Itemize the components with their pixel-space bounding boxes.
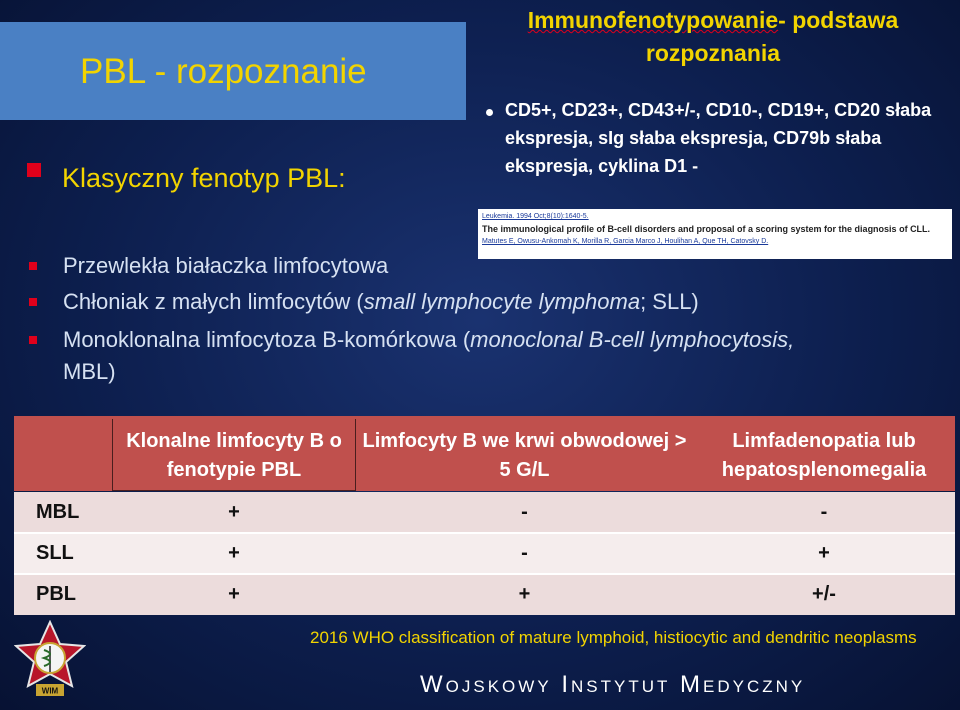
table-cell: + — [228, 501, 240, 523]
table-header-label: Klonalne limfocyty B o fenotypie PBL — [126, 430, 342, 481]
table-cell: MBL — [36, 501, 80, 523]
table-cell: PBL — [36, 583, 76, 605]
list-item-text-start: Chłoniak z małych limfocytów ( — [63, 289, 364, 314]
square-bullet-icon — [27, 163, 41, 177]
institute-name: Wojskowy Instytut Medyczny — [420, 671, 806, 698]
list-item-text-end: MBL) — [63, 359, 116, 384]
table-header-label: Limfocyty B we krwi obwodowej > 5 G/L — [362, 430, 687, 481]
wim-logo-icon — [14, 620, 86, 702]
table-cell: - — [521, 501, 528, 523]
square-bullet-icon — [29, 262, 37, 270]
list-item-text-english: small lymphocyte lymphoma — [363, 289, 641, 314]
table-cell: - — [521, 542, 528, 564]
reference-title: The immunological profile of B-cell disorders and proposal of a scoring system for the diagnosis of CLL. — [482, 224, 931, 234]
table-cell: - — [820, 501, 828, 523]
table-cell: + — [818, 542, 830, 564]
reference-authors[interactable]: Matutes E, Owusu-Ankomah K, Morilla R, Garcia Marco J, Houlihan A, Que TH, Catovsky D. — [482, 238, 769, 245]
table-header-cell — [112, 419, 356, 491]
table-header-cell — [356, 419, 693, 491]
list-item-text-start: Monoklonalna limfocytoza B-komórkowa ( — [63, 327, 471, 352]
table-cell: +/- — [812, 583, 836, 605]
logo-text: WIM — [41, 686, 59, 696]
slide-title: PBL - rozpoznanie — [80, 52, 367, 91]
reference-citation[interactable]: Leukemia. 1994 Oct;8(10):1640-5. — [482, 213, 589, 220]
table-row — [14, 574, 955, 615]
phenotype-label: Klasyczny fenotyp PBL: — [62, 163, 346, 193]
list-item-text: Przewlekła białaczka limfocytowa — [63, 253, 389, 278]
table-cell: + — [518, 583, 531, 605]
table-row — [14, 533, 955, 574]
list-item-text — [63, 324, 823, 388]
table-cell: + — [228, 542, 240, 564]
square-bullet-icon — [29, 298, 37, 306]
comparison-table — [14, 416, 955, 615]
immunophenotype-title — [466, 4, 960, 70]
immunophenotype-title-rest: - podstawa rozpoznania — [645, 7, 899, 66]
list-item-text — [63, 286, 823, 318]
who-classification-note: 2016 WHO classification of mature lymphoid, histiocytic and dendritic neoplasms — [310, 628, 917, 647]
list-item-text-english: monoclonal B-cell lymphocytosis, — [470, 327, 795, 352]
table-header-cell — [693, 419, 955, 491]
immunophenotype-title-word: Immunofenotypowanie — [527, 7, 779, 33]
table-row — [14, 492, 955, 533]
list-item-text-end: ; SLL) — [640, 289, 699, 314]
square-bullet-icon — [29, 336, 37, 344]
table-header-cell — [14, 419, 112, 491]
table-header-label: Limfadenopatia lub hepatosplenomegalia — [721, 430, 927, 481]
immunophenotype-markers: CD5+, CD23+, CD43+/-, CD10-, CD19+, CD20 słaba ekspresja, sIg słaba ekspresja, CD79b słaba ekspresja, cyklina D1 - — [505, 100, 932, 176]
table-cell: + — [228, 583, 240, 605]
table-row-divider — [14, 532, 955, 534]
table-cell: SLL — [36, 542, 74, 564]
bullet-dot-icon — [486, 109, 493, 116]
table-row-divider — [14, 573, 955, 575]
